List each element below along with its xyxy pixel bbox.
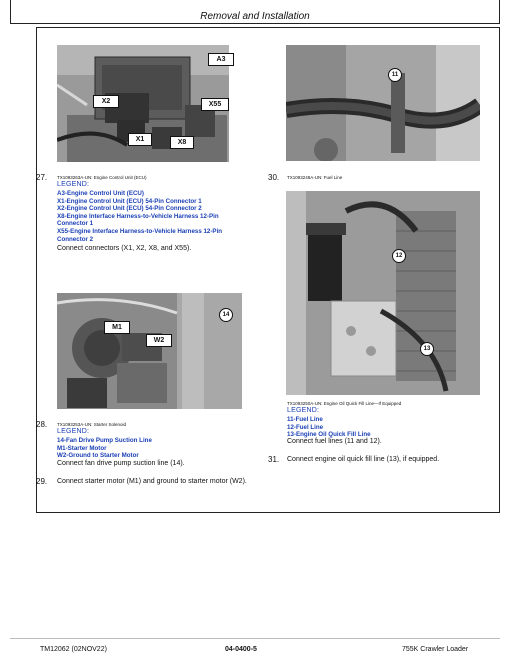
step-28-legend-list — [57, 437, 257, 460]
callout-x55: X55 — [201, 98, 229, 111]
photo-quick-fill-line — [286, 191, 480, 395]
legend-item: Connector 1 — [57, 220, 94, 228]
step-28-legend-title: LEGEND: — [57, 428, 90, 435]
callout-x1: X1 — [128, 133, 152, 146]
callout-13: 13 — [420, 342, 434, 356]
legend-item: 14-Fan Drive Pump Suction Line — [57, 437, 152, 444]
footer-manual-id: TM12062 (02NOV22) — [40, 646, 107, 653]
page-title: Removal and Installation — [200, 11, 310, 22]
legend-item: Connector 2 — [57, 235, 94, 243]
step-31-text: Connect engine oil quick fill line (13), if equipped. — [287, 456, 440, 463]
step-30b-caption: TX1093250A-UN: Engine Oil Quick Fill Line—If Equipped — [287, 401, 402, 406]
footer-rule — [10, 638, 500, 639]
legend-item: W2-Ground to Starter Motor — [57, 452, 139, 460]
legend-item: X8-Engine Interface Harness-to-Vehicle Harness 12-Pin — [57, 212, 219, 220]
legend-item: X1-Engine Control Unit (ECU) 54-Pin Connector 1 — [57, 197, 202, 205]
step-30b-legend-title: LEGEND: — [287, 407, 320, 414]
step-29-text: Connect starter motor (M1) and ground to starter motor (W2). — [57, 478, 247, 485]
step-27-text: Connect connectors (X1, X2, X8, and X55). — [57, 245, 192, 252]
step-30-caption: TX1093248A-UN: Fuel Line — [287, 175, 343, 180]
callout-14: 14 — [219, 308, 233, 322]
step-28-caption: TX1093253A-UN: Starter Solenoid — [57, 422, 127, 427]
legend-item: M1-Starter Motor — [57, 444, 107, 452]
photo-starter-solenoid — [57, 293, 242, 409]
step-27-legend-list — [57, 190, 267, 243]
step-30b-legend-list — [287, 416, 487, 439]
quick-fill-illustration — [286, 191, 480, 395]
starter-illustration — [57, 293, 242, 409]
callout-m1: M1 — [104, 321, 130, 334]
legend-item: 13-Engine Oil Quick Fill Line — [287, 431, 371, 439]
step-29-number: 29. — [36, 477, 48, 486]
step-27-legend-title: LEGEND: — [57, 181, 90, 188]
legend-item: X2-Engine Control Unit (ECU) 54-Pin Connector 2 — [57, 205, 202, 213]
fuel-line-illustration — [286, 45, 480, 161]
step-30-number: 30. — [268, 173, 280, 182]
step-28-number: 28. — [36, 420, 48, 429]
legend-item: A3-Engine Control Unit (ECU) — [57, 190, 144, 197]
legend-item: X55-Engine Interface Harness-to-Vehicle Harness 12-Pin — [57, 227, 223, 235]
step-27-caption: TX1093263A-UN: Engine Control Unit (ECU) — [57, 175, 147, 180]
step-31-number: 31. — [268, 455, 280, 464]
callout-x2: X2 — [93, 95, 119, 108]
footer-machine-name: 755K Crawler Loader — [402, 646, 469, 653]
header-rule — [10, 23, 500, 24]
footer-page-number: 04-0400-5 — [225, 646, 257, 653]
step-28-text: Connect fan drive pump suction line (14). — [57, 460, 185, 467]
callout-x8: X8 — [170, 136, 194, 149]
callout-a3: A3 — [208, 53, 234, 66]
callout-w2: W2 — [146, 334, 172, 347]
step-30b-text: Connect fuel lines (11 and 12). — [287, 438, 382, 445]
callout-11: 11 — [388, 68, 402, 82]
legend-item: 11-Fuel Line — [287, 416, 323, 423]
callout-12: 12 — [392, 249, 406, 263]
photo-fuel-line — [286, 45, 480, 161]
legend-item: 12-Fuel Line — [287, 423, 324, 431]
step-27-number: 27. — [36, 173, 48, 182]
